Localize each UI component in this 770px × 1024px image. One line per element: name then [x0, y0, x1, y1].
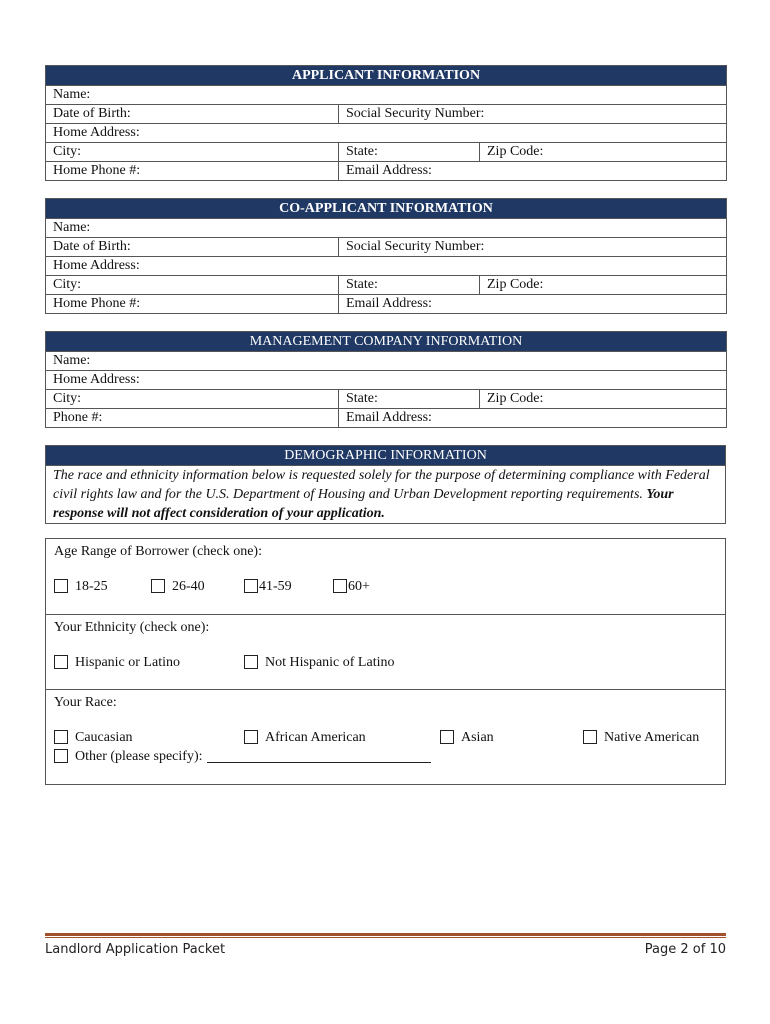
co-applicant-phone-field[interactable]: Home Phone #:	[46, 295, 339, 314]
co-applicant-section	[45, 198, 727, 314]
management-zip-field[interactable]: Zip Code:	[480, 390, 727, 409]
race-option-caucasian[interactable]	[54, 729, 133, 747]
race-other-input[interactable]	[207, 748, 431, 763]
ethnicity-option-label: Not Hispanic of Latino	[265, 655, 395, 670]
demographic-header: DEMOGRAPHIC INFORMATION	[46, 446, 726, 466]
co-applicant-state-field[interactable]: State:	[339, 276, 480, 295]
co-applicant-header: CO-APPLICANT INFORMATION	[46, 199, 727, 219]
applicant-phone-field[interactable]: Home Phone #:	[46, 162, 339, 181]
demographic-notice-text: The race and ethnicity information below is requested solely for the purpose of determining compliance with Federal civil rights law and for the U.S. Department of Housing and Urban Development reporting requirements.	[53, 468, 710, 502]
checkbox-icon[interactable]	[151, 579, 165, 593]
age-option-label: 18-25	[75, 579, 108, 594]
co-applicant-city-field[interactable]: City:	[46, 276, 339, 295]
age-option-26-40[interactable]	[151, 578, 205, 596]
management-name-field[interactable]: Name:	[46, 352, 727, 371]
applicant-city-field[interactable]: City:	[46, 143, 339, 162]
form-page	[45, 65, 726, 785]
age-option-label: 41-59	[259, 579, 292, 594]
age-option-60-plus[interactable]	[333, 578, 370, 596]
age-option-label: 60+	[348, 579, 370, 594]
applicant-section	[45, 65, 727, 181]
checkbox-icon[interactable]	[54, 749, 68, 763]
race-option-asian[interactable]	[440, 729, 494, 747]
age-range-question: Age Range of Borrower (check one):	[54, 544, 262, 559]
footer-page-number: Page 2 of 10	[644, 942, 726, 957]
management-phone-field[interactable]: Phone #:	[46, 409, 339, 428]
checkbox-icon[interactable]	[244, 579, 258, 593]
applicant-email-field[interactable]: Email Address:	[339, 162, 727, 181]
ethnicity-option-not-hispanic[interactable]	[244, 654, 394, 672]
race-option-other[interactable]	[54, 748, 431, 766]
footer-document-title: Landlord Application Packet	[45, 942, 226, 957]
management-state-field[interactable]: State:	[339, 390, 480, 409]
age-range-group	[46, 539, 725, 615]
applicant-ssn-field[interactable]: Social Security Number:	[339, 105, 727, 124]
applicant-state-field[interactable]: State:	[339, 143, 480, 162]
checkbox-icon[interactable]	[54, 579, 68, 593]
ethnicity-group	[46, 615, 725, 690]
race-option-label: African American	[265, 730, 366, 745]
race-option-label: Asian	[461, 730, 494, 745]
demographic-questions	[45, 538, 726, 785]
management-address-field[interactable]: Home Address:	[46, 371, 727, 390]
footer-divider-thin	[45, 937, 726, 938]
checkbox-icon[interactable]	[54, 655, 68, 669]
demographic-notice-end: .	[381, 506, 385, 521]
applicant-address-field[interactable]: Home Address:	[46, 124, 727, 143]
ethnicity-question: Your Ethnicity (check one):	[54, 620, 210, 635]
co-applicant-zip-field[interactable]: Zip Code:	[480, 276, 727, 295]
age-option-label: 26-40	[172, 579, 205, 594]
race-other-label: Other (please specify):	[75, 749, 203, 764]
management-header: MANAGEMENT COMPANY INFORMATION	[46, 332, 727, 352]
applicant-name-field[interactable]: Name:	[46, 86, 727, 105]
management-section	[45, 331, 727, 428]
ethnicity-option-hispanic[interactable]	[54, 654, 180, 672]
checkbox-icon[interactable]	[244, 655, 258, 669]
race-option-african-american[interactable]	[244, 729, 366, 747]
co-applicant-dob-field[interactable]: Date of Birth:	[46, 238, 339, 257]
age-option-18-25[interactable]	[54, 578, 108, 596]
race-option-label: Caucasian	[75, 730, 133, 745]
checkbox-icon[interactable]	[440, 730, 454, 744]
applicant-header: APPLICANT INFORMATION	[46, 66, 727, 86]
demographic-section	[45, 445, 726, 466]
race-option-label: Native American	[604, 730, 700, 745]
management-city-field[interactable]: City:	[46, 390, 339, 409]
demographic-notice	[45, 466, 726, 524]
race-question: Your Race:	[54, 695, 117, 710]
checkbox-icon[interactable]	[583, 730, 597, 744]
footer-divider	[45, 933, 726, 936]
applicant-dob-field[interactable]: Date of Birth:	[46, 105, 339, 124]
co-applicant-ssn-field[interactable]: Social Security Number:	[339, 238, 727, 257]
checkbox-icon[interactable]	[244, 730, 258, 744]
demographic-notice-bold: Your response will not affect consideration of your application	[53, 487, 674, 521]
checkbox-icon[interactable]	[333, 579, 347, 593]
co-applicant-address-field[interactable]: Home Address:	[46, 257, 727, 276]
race-option-native-american[interactable]	[583, 729, 699, 747]
management-email-field[interactable]: Email Address:	[339, 409, 727, 428]
co-applicant-email-field[interactable]: Email Address:	[339, 295, 727, 314]
age-option-41-59[interactable]	[244, 578, 292, 596]
checkbox-icon[interactable]	[54, 730, 68, 744]
ethnicity-option-label: Hispanic or Latino	[75, 655, 180, 670]
applicant-zip-field[interactable]: Zip Code:	[480, 143, 727, 162]
race-group	[46, 690, 725, 784]
co-applicant-name-field[interactable]: Name:	[46, 219, 727, 238]
